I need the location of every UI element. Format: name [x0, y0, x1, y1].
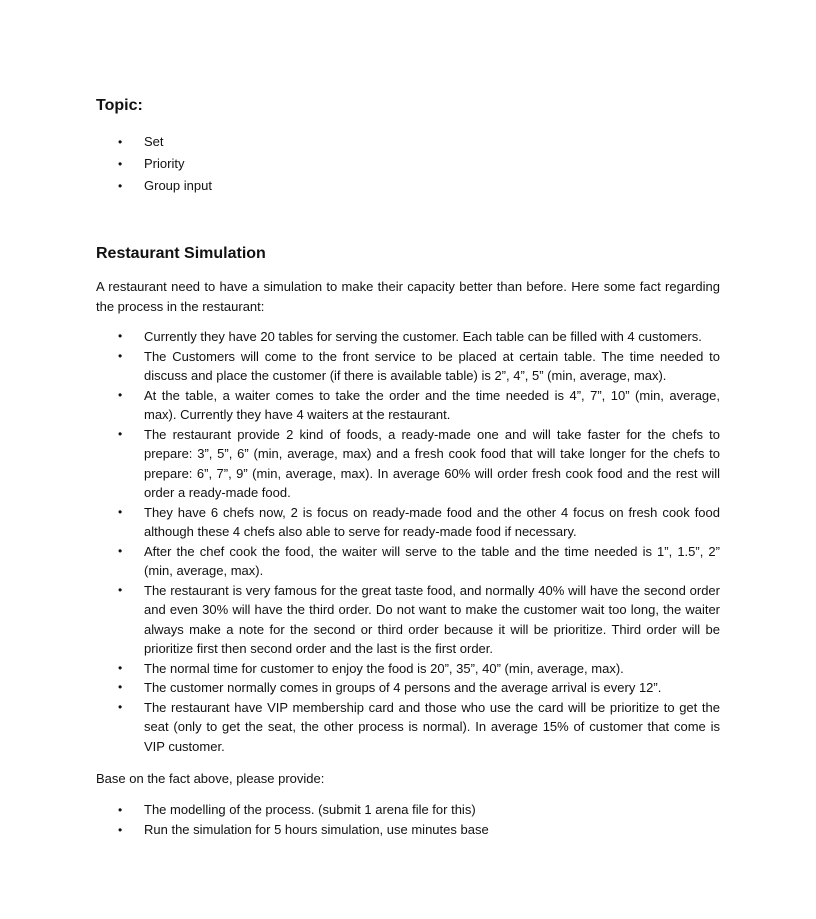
list-item: [96, 386, 720, 425]
bullet-icon: •: [118, 387, 123, 402]
fact-list: [96, 327, 720, 756]
list-item-text: The restaurant is very famous for the great taste food, and normally 40% will have the second order and even 30% will have the third order. Do not want to make the customer wait too long, the waiter always make a note for the second or third order because it will be prioritize. Third order will be prioritize first then second order and the last is the first order.: [144, 582, 720, 656]
list-item: [96, 503, 720, 542]
intro-paragraph: A restaurant need to have a simulation to make their capacity better than before. Here some fact regarding the process in the restaurant:: [96, 279, 720, 314]
bullet-icon: •: [118, 582, 123, 597]
list-item: [96, 800, 720, 820]
list-item-text: They have 6 chefs now, 2 is focus on ready-made food and the other 4 focus on fresh cook food although these 4 chefs also able to serve for ready-made food if necessary.: [144, 504, 720, 539]
bullet-icon: •: [118, 348, 123, 363]
bullet-icon: •: [118, 823, 123, 837]
list-item-text: At the table, a waiter comes to take the order and the time needed is 4”, 7”, 10” (min, average, max). Currently they have 4 waiters at the restaurant.: [144, 387, 720, 422]
list-item-text: Priority: [144, 156, 185, 171]
base-paragraph: Base on the fact above, please provide:: [96, 771, 325, 786]
list-item-text: After the chef cook the food, the waiter will serve to the table and the time needed is 1”, 1.5”, 2” (min, average, max).: [144, 543, 720, 578]
list-item: [96, 659, 720, 679]
list-item-text: Set: [144, 134, 164, 149]
list-item-text: The customer normally comes in groups of 4 persons and the average arrival is every 12”.: [144, 680, 662, 695]
list-item: [96, 347, 720, 386]
bullet-icon: •: [118, 426, 123, 441]
list-item-text: Group input: [144, 178, 212, 193]
list-item: [96, 327, 720, 347]
list-item: [96, 131, 720, 153]
list-item: [96, 175, 720, 197]
list-item: [96, 425, 720, 503]
list-item: [96, 153, 720, 175]
bullet-icon: •: [118, 699, 123, 714]
list-item-text: The normal time for customer to enjoy the food is 20”, 35”, 40” (min, average, max).: [144, 660, 624, 676]
list-item-text: The restaurant have VIP membership card and those who use the card will be prioritize to get the seat (only to get the seat, the other process is normal). In average 15% of customer that come is VIP customer.: [144, 699, 720, 754]
list-item-text: The Customers will come to the front service to be placed at certain table. The time needed to discuss and place the customer (if there is available table) is 2”, 4”, 5” (min, average, max).: [144, 348, 720, 383]
bullet-icon: •: [118, 680, 123, 694]
list-item-text: Run the simulation for 5 hours simulation, use minutes base: [144, 822, 489, 837]
list-item: [96, 678, 720, 698]
bullet-icon: •: [118, 157, 123, 171]
list-item: [96, 698, 720, 757]
topic-heading: Topic:: [96, 97, 143, 114]
list-item-text: Currently they have 20 tables for serving the customer. Each table can be filled with 4 customers.: [144, 329, 702, 344]
list-item: [96, 581, 720, 659]
list-item-text: The restaurant provide 2 kind of foods, a ready-made one and will take faster for the chefs to prepare: 3”, 5”, 6” (min, average, max) and a fresh cook food that will take longer for the chefs to prepare: 6”, 7”, 9” (min, average, max). In average 60% will order fresh cook food and the rest will order a ready-made food.: [144, 426, 720, 500]
bullet-icon: •: [118, 179, 123, 193]
topic-list: [96, 131, 720, 197]
bullet-icon: •: [118, 543, 123, 558]
provide-list: [96, 800, 720, 840]
bullet-icon: •: [118, 660, 123, 675]
bullet-icon: •: [118, 803, 123, 817]
list-item-text: The modelling of the process. (submit 1 arena file for this): [144, 802, 476, 817]
bullet-icon: •: [118, 329, 123, 343]
bullet-icon: •: [118, 135, 123, 149]
list-item: [96, 820, 720, 840]
bullet-icon: •: [118, 504, 123, 519]
simulation-heading: Restaurant Simulation: [96, 245, 266, 262]
list-item: [96, 542, 720, 581]
